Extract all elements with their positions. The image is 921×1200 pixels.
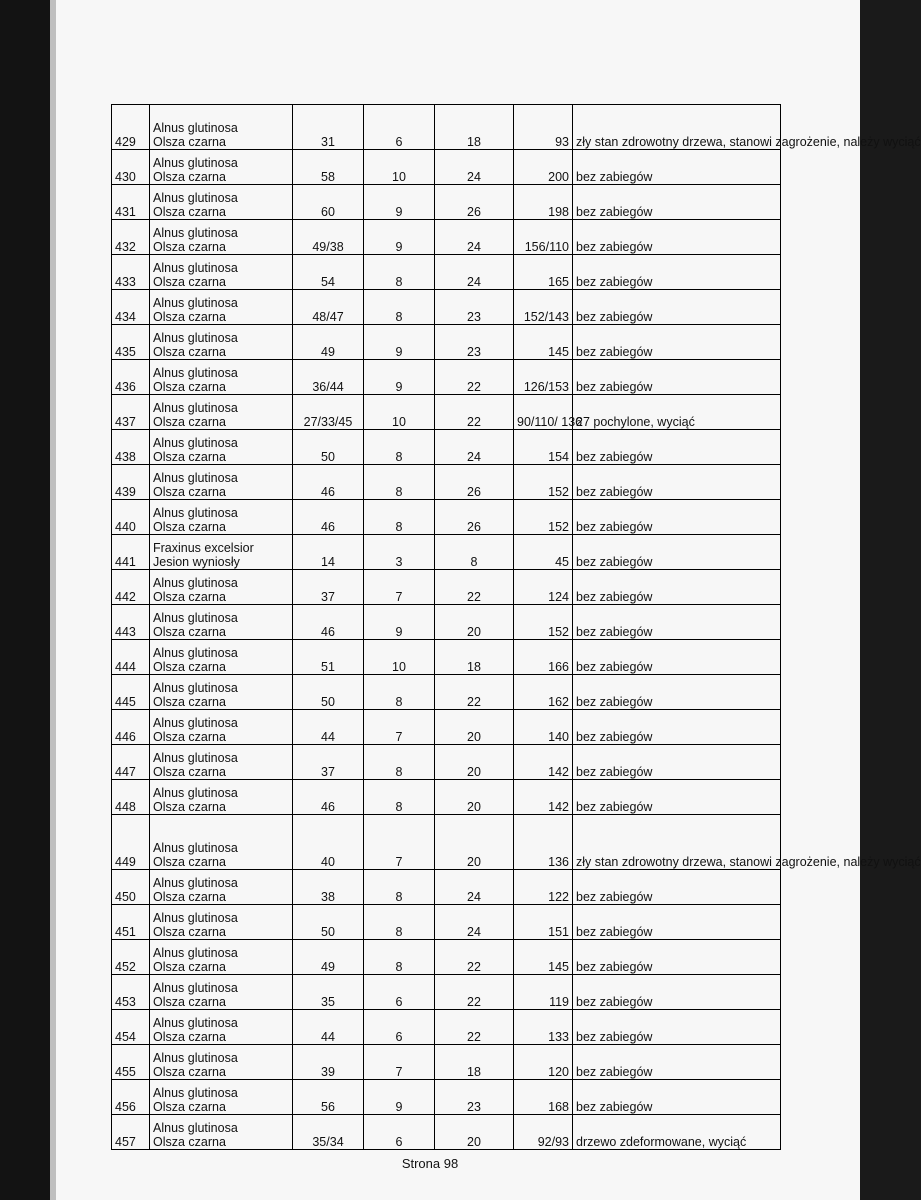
- tree-number-cell: 453: [112, 975, 150, 1010]
- height-cell: 8: [435, 535, 514, 570]
- species-polish-name: Olsza czarna: [153, 450, 226, 464]
- species-polish-name: Olsza czarna: [153, 1100, 226, 1114]
- height-cell: 23: [435, 290, 514, 325]
- trunk-circumference-cell: 44: [293, 1010, 364, 1045]
- species-latin-name: Alnus glutinosa: [153, 296, 238, 310]
- species-polish-name: Olsza czarna: [153, 695, 226, 709]
- measure-cell: 152/143: [514, 290, 573, 325]
- remarks-cell: bez zabiegów: [573, 940, 781, 975]
- species-cell: [150, 1080, 293, 1115]
- species-cell: [150, 1115, 293, 1150]
- crown-diameter-cell: 8: [364, 905, 435, 940]
- crown-diameter-cell: 8: [364, 465, 435, 500]
- trunk-circumference-cell: 44: [293, 710, 364, 745]
- species-latin-name: Alnus glutinosa: [153, 841, 238, 855]
- species-cell: [150, 465, 293, 500]
- species-latin-name: Alnus glutinosa: [153, 121, 238, 135]
- species-latin-name: Alnus glutinosa: [153, 681, 238, 695]
- species-latin-name: Alnus glutinosa: [153, 401, 238, 415]
- height-cell: 20: [435, 745, 514, 780]
- page-number: Strona 98: [401, 1156, 459, 1171]
- tree-inventory-table: [111, 104, 921, 1150]
- species-cell: [150, 360, 293, 395]
- remarks-cell: bez zabiegów: [573, 570, 781, 605]
- remarks-cell: bez zabiegów: [573, 360, 781, 395]
- species-latin-name: Alnus glutinosa: [153, 331, 238, 345]
- table-row: [112, 430, 781, 465]
- species-cell: [150, 430, 293, 465]
- tree-number-cell: 454: [112, 1010, 150, 1045]
- remarks-cell: bez zabiegów: [573, 290, 781, 325]
- crown-diameter-cell: 8: [364, 745, 435, 780]
- crown-diameter-cell: 8: [364, 940, 435, 975]
- species-latin-name: Alnus glutinosa: [153, 786, 238, 800]
- remarks-cell: bez zabiegów: [573, 220, 781, 255]
- remarks-cell: bez zabiegów: [573, 1045, 781, 1080]
- table-row: [112, 870, 781, 905]
- measure-cell: 151: [514, 905, 573, 940]
- species-cell: [150, 1010, 293, 1045]
- species-polish-name: Olsza czarna: [153, 765, 226, 779]
- species-polish-name: Olsza czarna: [153, 855, 226, 869]
- species-cell: [150, 1045, 293, 1080]
- species-latin-name: Alnus glutinosa: [153, 1086, 238, 1100]
- trunk-circumference-cell: 38: [293, 870, 364, 905]
- table-row: [112, 220, 781, 255]
- height-cell: 24: [435, 150, 514, 185]
- table-row: [112, 150, 781, 185]
- remarks-cell: bez zabiegów: [573, 1080, 781, 1115]
- tree-number-cell: 432: [112, 220, 150, 255]
- species-latin-name: Alnus glutinosa: [153, 1051, 238, 1065]
- species-cell: [150, 675, 293, 710]
- species-cell: [150, 150, 293, 185]
- crown-diameter-cell: 8: [364, 870, 435, 905]
- table-row: [112, 570, 781, 605]
- height-cell: 22: [435, 975, 514, 1010]
- species-polish-name: Olsza czarna: [153, 995, 226, 1009]
- table-row: [112, 1115, 781, 1150]
- species-cell: [150, 185, 293, 220]
- remarks-cell: bez zabiegów: [573, 675, 781, 710]
- species-polish-name: Olsza czarna: [153, 520, 226, 534]
- trunk-circumference-cell: 46: [293, 605, 364, 640]
- species-latin-name: Alnus glutinosa: [153, 1016, 238, 1030]
- crown-diameter-cell: 10: [364, 640, 435, 675]
- measure-cell: 45: [514, 535, 573, 570]
- table-row: [112, 325, 781, 360]
- species-polish-name: Jesion wyniosły: [153, 555, 240, 569]
- table-row: [112, 710, 781, 745]
- remarks-cell: bez zabiegów: [573, 150, 781, 185]
- trunk-circumference-cell: 50: [293, 905, 364, 940]
- table-row: [112, 640, 781, 675]
- tree-number-cell: 456: [112, 1080, 150, 1115]
- remarks-cell: bez zabiegów: [573, 905, 781, 940]
- crown-diameter-cell: 8: [364, 255, 435, 290]
- height-cell: 26: [435, 185, 514, 220]
- species-cell: [150, 975, 293, 1010]
- measure-cell: 92/93: [514, 1115, 573, 1150]
- remarks-cell: bez zabiegów: [573, 430, 781, 465]
- table-row: [112, 105, 781, 150]
- measure-cell: 142: [514, 745, 573, 780]
- remarks-cell: bez zabiegów: [573, 605, 781, 640]
- trunk-circumference-cell: 14: [293, 535, 364, 570]
- species-polish-name: Olsza czarna: [153, 380, 226, 394]
- trunk-circumference-cell: 54: [293, 255, 364, 290]
- measure-cell: 145: [514, 325, 573, 360]
- species-cell: [150, 745, 293, 780]
- table-row: [112, 675, 781, 710]
- remarks-cell: bez zabiegów: [573, 640, 781, 675]
- crown-diameter-cell: 6: [364, 105, 435, 150]
- species-latin-name: Alnus glutinosa: [153, 576, 238, 590]
- species-latin-name: Alnus glutinosa: [153, 191, 238, 205]
- tree-number-cell: 443: [112, 605, 150, 640]
- height-cell: 23: [435, 325, 514, 360]
- measure-cell: 154: [514, 430, 573, 465]
- height-cell: 20: [435, 1115, 514, 1150]
- crown-diameter-cell: 8: [364, 780, 435, 815]
- tree-number-cell: 444: [112, 640, 150, 675]
- trunk-circumference-cell: 36/44: [293, 360, 364, 395]
- remarks-cell: bez zabiegów: [573, 870, 781, 905]
- tree-number-cell: 433: [112, 255, 150, 290]
- species-polish-name: Olsza czarna: [153, 415, 226, 429]
- height-cell: 22: [435, 570, 514, 605]
- measure-cell: 152: [514, 605, 573, 640]
- species-cell: [150, 500, 293, 535]
- species-polish-name: Olsza czarna: [153, 1030, 226, 1044]
- trunk-circumference-cell: 56: [293, 1080, 364, 1115]
- species-cell: [150, 605, 293, 640]
- measure-cell: 198: [514, 185, 573, 220]
- crown-diameter-cell: 8: [364, 290, 435, 325]
- crown-diameter-cell: 3: [364, 535, 435, 570]
- remarks-cell: bez zabiegów: [573, 465, 781, 500]
- measure-cell: 124: [514, 570, 573, 605]
- species-polish-name: Olsza czarna: [153, 205, 226, 219]
- species-cell: [150, 570, 293, 605]
- species-latin-name: Alnus glutinosa: [153, 611, 238, 625]
- trunk-circumference-cell: 49: [293, 940, 364, 975]
- trunk-circumference-cell: 50: [293, 675, 364, 710]
- measure-cell: 119: [514, 975, 573, 1010]
- tree-number-cell: 429: [112, 105, 150, 150]
- species-cell: [150, 940, 293, 975]
- crown-diameter-cell: 8: [364, 500, 435, 535]
- table-row: [112, 815, 781, 870]
- species-polish-name: Olsza czarna: [153, 730, 226, 744]
- trunk-circumference-cell: 51: [293, 640, 364, 675]
- table-row: [112, 940, 781, 975]
- table-row: [112, 535, 781, 570]
- crown-diameter-cell: 10: [364, 150, 435, 185]
- remarks-cell: drzewo zdeformowane, wyciąć: [573, 1115, 781, 1150]
- species-latin-name: Alnus glutinosa: [153, 1121, 238, 1135]
- crown-diameter-cell: 9: [364, 605, 435, 640]
- tree-number-cell: 446: [112, 710, 150, 745]
- species-latin-name: Alnus glutinosa: [153, 506, 238, 520]
- measure-cell: 142: [514, 780, 573, 815]
- measure-cell: 90/110/ 136: [514, 395, 573, 430]
- species-polish-name: Olsza czarna: [153, 890, 226, 904]
- remarks-cell: bez zabiegów: [573, 500, 781, 535]
- height-cell: 24: [435, 220, 514, 255]
- table-row: [112, 905, 781, 940]
- trunk-circumference-cell: 46: [293, 465, 364, 500]
- tree-number-cell: 449: [112, 815, 150, 870]
- remarks-cell: bez zabiegów: [573, 535, 781, 570]
- height-cell: 22: [435, 1010, 514, 1045]
- species-latin-name: Fraxinus excelsior: [153, 541, 254, 555]
- crown-diameter-cell: 6: [364, 975, 435, 1010]
- remarks-cell: bez zabiegów: [573, 255, 781, 290]
- species-cell: [150, 815, 293, 870]
- tree-number-cell: 457: [112, 1115, 150, 1150]
- measure-cell: 136: [514, 815, 573, 870]
- species-cell: [150, 105, 293, 150]
- species-cell: [150, 255, 293, 290]
- trunk-circumference-cell: 49: [293, 325, 364, 360]
- crown-diameter-cell: 7: [364, 1045, 435, 1080]
- crown-diameter-cell: 7: [364, 815, 435, 870]
- height-cell: 20: [435, 815, 514, 870]
- species-cell: [150, 780, 293, 815]
- remarks-cell: bez zabiegów: [573, 185, 781, 220]
- table-row: [112, 290, 781, 325]
- tree-number-cell: 451: [112, 905, 150, 940]
- tree-number-cell: 440: [112, 500, 150, 535]
- remarks-cell: bez zabiegów: [573, 780, 781, 815]
- table-row: [112, 975, 781, 1010]
- species-polish-name: Olsza czarna: [153, 1135, 226, 1149]
- trunk-circumference-cell: 46: [293, 780, 364, 815]
- crown-diameter-cell: 9: [364, 220, 435, 255]
- table-row: [112, 605, 781, 640]
- trunk-circumference-cell: 40: [293, 815, 364, 870]
- crown-diameter-cell: 6: [364, 1115, 435, 1150]
- species-cell: [150, 290, 293, 325]
- tree-number-cell: 455: [112, 1045, 150, 1080]
- species-polish-name: Olsza czarna: [153, 590, 226, 604]
- height-cell: 18: [435, 1045, 514, 1080]
- measure-cell: 168: [514, 1080, 573, 1115]
- species-cell: [150, 870, 293, 905]
- measure-cell: 200: [514, 150, 573, 185]
- species-latin-name: Alnus glutinosa: [153, 716, 238, 730]
- height-cell: 23: [435, 1080, 514, 1115]
- table-row: [112, 465, 781, 500]
- measure-cell: 162: [514, 675, 573, 710]
- trunk-circumference-cell: 46: [293, 500, 364, 535]
- species-latin-name: Alnus glutinosa: [153, 471, 238, 485]
- remarks-cell: bez zabiegów: [573, 975, 781, 1010]
- measure-cell: 126/153: [514, 360, 573, 395]
- scan-dark-edge: [0, 0, 52, 1200]
- species-latin-name: Alnus glutinosa: [153, 876, 238, 890]
- table-row: [112, 500, 781, 535]
- species-latin-name: Alnus glutinosa: [153, 261, 238, 275]
- table-body: [112, 105, 921, 1150]
- height-cell: 24: [435, 905, 514, 940]
- table-row: [112, 395, 781, 430]
- species-cell: [150, 710, 293, 745]
- species-polish-name: Olsza czarna: [153, 960, 226, 974]
- height-cell: 20: [435, 710, 514, 745]
- measure-cell: 120: [514, 1045, 573, 1080]
- crown-diameter-cell: 7: [364, 570, 435, 605]
- species-polish-name: Olsza czarna: [153, 135, 226, 149]
- height-cell: 24: [435, 255, 514, 290]
- tree-number-cell: 435: [112, 325, 150, 360]
- remarks-cell: bez zabiegów: [573, 710, 781, 745]
- trunk-circumference-cell: 31: [293, 105, 364, 150]
- species-polish-name: Olsza czarna: [153, 275, 226, 289]
- height-cell: 20: [435, 780, 514, 815]
- height-cell: 20: [435, 605, 514, 640]
- height-cell: 24: [435, 870, 514, 905]
- species-polish-name: Olsza czarna: [153, 485, 226, 499]
- height-cell: 22: [435, 940, 514, 975]
- measure-cell: 93: [514, 105, 573, 150]
- species-cell: [150, 220, 293, 255]
- crown-diameter-cell: 9: [364, 360, 435, 395]
- remarks-cell: bez zabiegów: [573, 745, 781, 780]
- tree-number-cell: 438: [112, 430, 150, 465]
- tree-number-cell: 436: [112, 360, 150, 395]
- remarks-cell: zły stan zdrowotny drzewa, stanowi zagrożenie, należy wyciąć: [573, 815, 781, 870]
- tree-number-cell: 441: [112, 535, 150, 570]
- trunk-circumference-cell: 48/47: [293, 290, 364, 325]
- measure-cell: 156/110: [514, 220, 573, 255]
- measure-cell: 133: [514, 1010, 573, 1045]
- species-latin-name: Alnus glutinosa: [153, 946, 238, 960]
- species-cell: [150, 535, 293, 570]
- trunk-circumference-cell: 27/33/45: [293, 395, 364, 430]
- tree-number-cell: 431: [112, 185, 150, 220]
- trunk-circumference-cell: 39: [293, 1045, 364, 1080]
- species-latin-name: Alnus glutinosa: [153, 366, 238, 380]
- trunk-circumference-cell: 60: [293, 185, 364, 220]
- table-row: [112, 1045, 781, 1080]
- height-cell: 26: [435, 500, 514, 535]
- species-polish-name: Olsza czarna: [153, 925, 226, 939]
- tree-number-cell: 450: [112, 870, 150, 905]
- trunk-circumference-cell: 35: [293, 975, 364, 1010]
- trunk-circumference-cell: 50: [293, 430, 364, 465]
- tree-number-cell: 437: [112, 395, 150, 430]
- species-polish-name: Olsza czarna: [153, 345, 226, 359]
- measure-cell: 152: [514, 500, 573, 535]
- height-cell: 22: [435, 360, 514, 395]
- crown-diameter-cell: 9: [364, 1080, 435, 1115]
- measure-cell: 152: [514, 465, 573, 500]
- trunk-circumference-cell: 37: [293, 570, 364, 605]
- height-cell: 26: [435, 465, 514, 500]
- tree-number-cell: 447: [112, 745, 150, 780]
- measure-cell: 122: [514, 870, 573, 905]
- species-latin-name: Alnus glutinosa: [153, 226, 238, 240]
- crown-diameter-cell: 6: [364, 1010, 435, 1045]
- remarks-cell: zły stan zdrowotny drzewa, stanowi zagrożenie, należy wyciąć: [573, 105, 781, 150]
- remarks-cell: bez zabiegów: [573, 325, 781, 360]
- species-cell: [150, 640, 293, 675]
- species-polish-name: Olsza czarna: [153, 170, 226, 184]
- crown-diameter-cell: 9: [364, 325, 435, 360]
- height-cell: 18: [435, 640, 514, 675]
- table-row: [112, 185, 781, 220]
- tree-number-cell: 445: [112, 675, 150, 710]
- page-edge-shadow: [50, 0, 56, 1200]
- tree-number-cell: 430: [112, 150, 150, 185]
- tree-number-cell: 452: [112, 940, 150, 975]
- species-latin-name: Alnus glutinosa: [153, 981, 238, 995]
- species-polish-name: Olsza czarna: [153, 625, 226, 639]
- species-polish-name: Olsza czarna: [153, 240, 226, 254]
- measure-cell: 140: [514, 710, 573, 745]
- measure-cell: 165: [514, 255, 573, 290]
- tree-number-cell: 442: [112, 570, 150, 605]
- table-row: [112, 1080, 781, 1115]
- tree-number-cell: 434: [112, 290, 150, 325]
- trunk-circumference-cell: 58: [293, 150, 364, 185]
- crown-diameter-cell: 7: [364, 710, 435, 745]
- trunk-circumference-cell: 49/38: [293, 220, 364, 255]
- species-polish-name: Olsza czarna: [153, 800, 226, 814]
- measure-cell: 166: [514, 640, 573, 675]
- measure-cell: 145: [514, 940, 573, 975]
- table-row: [112, 1010, 781, 1045]
- height-cell: 22: [435, 675, 514, 710]
- table-row: [112, 360, 781, 395]
- table-row: [112, 780, 781, 815]
- height-cell: 24: [435, 430, 514, 465]
- height-cell: 22: [435, 395, 514, 430]
- species-cell: [150, 325, 293, 360]
- species-cell: [150, 395, 293, 430]
- table-row: [112, 745, 781, 780]
- species-latin-name: Alnus glutinosa: [153, 646, 238, 660]
- species-latin-name: Alnus glutinosa: [153, 156, 238, 170]
- height-cell: 18: [435, 105, 514, 150]
- tree-number-cell: 448: [112, 780, 150, 815]
- species-polish-name: Olsza czarna: [153, 1065, 226, 1079]
- crown-diameter-cell: 9: [364, 185, 435, 220]
- remarks-cell: 27 pochylone, wyciąć: [573, 395, 781, 430]
- crown-diameter-cell: 8: [364, 430, 435, 465]
- crown-diameter-cell: 10: [364, 395, 435, 430]
- crown-diameter-cell: 8: [364, 675, 435, 710]
- table-row: [112, 255, 781, 290]
- species-latin-name: Alnus glutinosa: [153, 751, 238, 765]
- tree-number-cell: 439: [112, 465, 150, 500]
- species-polish-name: Olsza czarna: [153, 310, 226, 324]
- species-polish-name: Olsza czarna: [153, 660, 226, 674]
- species-latin-name: Alnus glutinosa: [153, 436, 238, 450]
- species-latin-name: Alnus glutinosa: [153, 911, 238, 925]
- trunk-circumference-cell: 35/34: [293, 1115, 364, 1150]
- species-cell: [150, 905, 293, 940]
- trunk-circumference-cell: 37: [293, 745, 364, 780]
- remarks-cell: bez zabiegów: [573, 1010, 781, 1045]
